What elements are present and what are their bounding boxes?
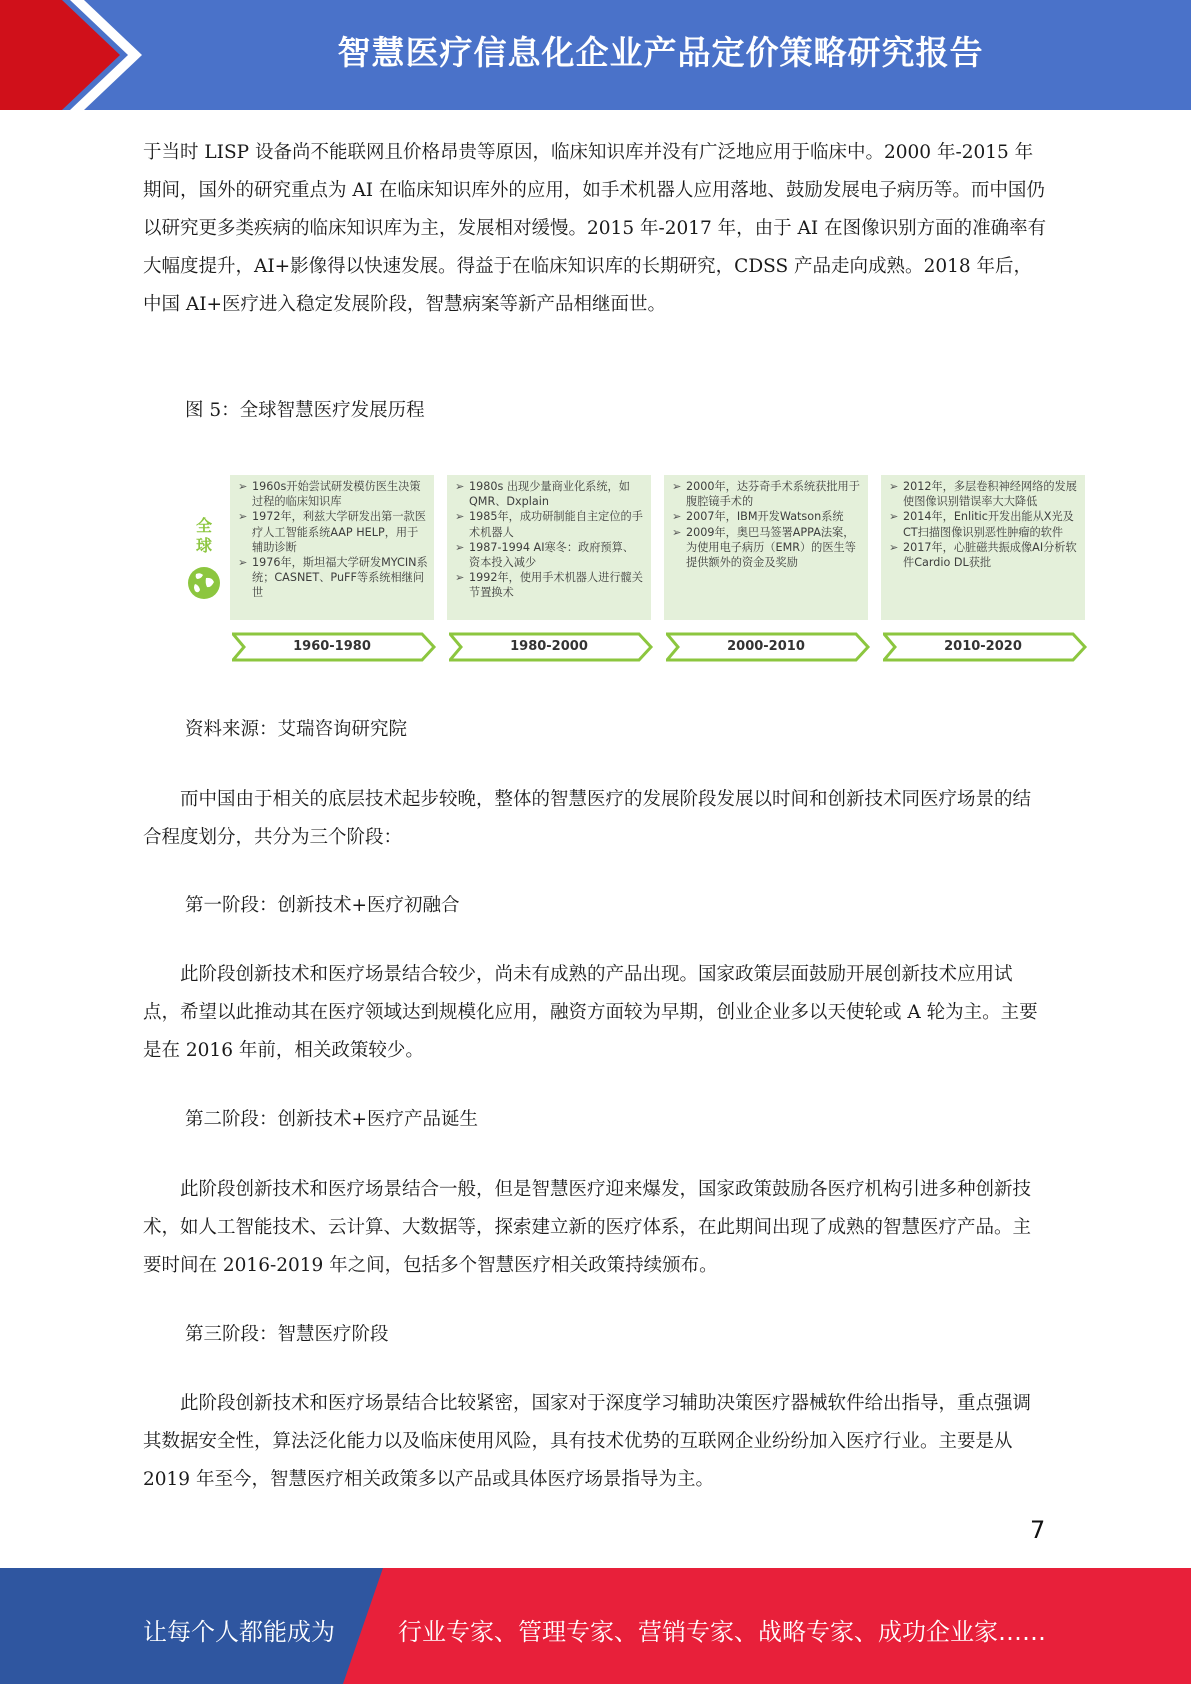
period-label: 1980-2000 — [510, 639, 588, 654]
bullet-text: 1960s开始尝试研发模仿医生决策过程的临床知识库 — [252, 480, 421, 509]
list-item — [238, 509, 428, 555]
list-item — [455, 479, 645, 509]
bullet-text: 2009年，奥巴马签署APPA法案，为使用电子病历（EMR）的医生等提供额外的资金及奖励 — [686, 525, 856, 570]
bullet-text: 2014年，Enlitic开发出能从X光及CT扫描图像识别恶性肿瘤的软件 — [903, 510, 1074, 539]
bullet-text: 1985年，成功研制能自主定位的手术机器人 — [469, 510, 643, 539]
global-label-char: 球 — [195, 536, 212, 555]
list-item — [672, 525, 862, 571]
footer-slogan-right: 行业专家、管理专家、营销专家、战略专家、成功企业家…… — [398, 1618, 1046, 1646]
bullet-arrow-icon: ➢ — [889, 480, 899, 493]
period-box-1960-1980 — [230, 475, 434, 620]
period-label: 2000-2010 — [727, 639, 805, 654]
header-arrow-decoration — [0, 0, 160, 110]
global-side-label — [189, 516, 219, 556]
period-box-2010-2020 — [881, 475, 1085, 620]
stage2-heading: 第二阶段：创新技术+医疗产品诞生 — [185, 1109, 479, 1130]
global-label-char: 全 — [195, 516, 212, 535]
list-item — [455, 509, 645, 539]
stages-intro-paragraph: 而中国由于相关的底层技术起步较晚，整体的智慧医疗的发展阶段发展以时间和创新技术同医疗场景的结合程度划分，共分为三个阶段： — [143, 789, 1032, 848]
list-item — [889, 479, 1079, 509]
list-item — [672, 509, 862, 524]
list-item — [455, 570, 645, 600]
list-item — [455, 540, 645, 570]
bullet-text: 2007年，IBM开发Watson系统 — [686, 510, 844, 524]
bullet-text: 1972年，利兹大学研发出第一款医疗人工智能系统AAP HELP，用于辅助诊断 — [252, 510, 426, 554]
bullet-arrow-icon: ➢ — [672, 525, 682, 539]
figure-caption: 图 5：全球智慧医疗发展历程 — [185, 400, 425, 421]
globe-icon — [187, 566, 221, 600]
figure-source: 资料来源：艾瑞咨询研究院 — [185, 719, 408, 740]
bullet-arrow-icon: ➢ — [455, 480, 465, 493]
global-timeline-figure — [185, 470, 1085, 670]
bullet-arrow-icon: ➢ — [238, 480, 248, 493]
stage2-paragraph: 此阶段创新技术和医疗场景结合一般，但是智慧医疗迎来爆发，国家政策鼓励各医疗机构引进多种创新技术，如人工智能技术、云计算、大数据等，探索建立新的医疗体系，在此期间出现了成熟的智慧医疗产品。主要时间在 2016-2019 年之间，包括多个智慧医疗相关政策持续颁布。 — [143, 1179, 1032, 1276]
report-title: 智慧医疗信息化企业产品定价策略研究报告 — [337, 33, 984, 72]
list-item — [672, 479, 862, 509]
bullet-arrow-icon: ➢ — [672, 480, 682, 493]
period-box-1980-2000 — [447, 475, 651, 620]
bullet-text: 1980s 出现少量商业化系统，如QMR、Dxplain — [469, 480, 630, 509]
bullet-text: 1976年，斯坦福大学研发MYCIN系统；CASNET、PuFF等系统相继问世 — [252, 556, 428, 600]
stage1-paragraph: 此阶段创新技术和医疗场景结合较少，尚未有成熟的产品出现。国家政策层面鼓励开展创新技术应用试点，希望以此推动其在医疗领域达到规模化应用，融资方面较为早期，创业企业多以天使轮或 A 轮为主。主要是在 2016 年前，相关政策较少。 — [143, 964, 1038, 1061]
bullet-arrow-icon: ➢ — [889, 510, 899, 524]
bullet-text: 2000年，达芬奇手术系统获批用于腹腔镜手术的 — [686, 480, 860, 509]
list-item — [238, 555, 428, 601]
bullet-arrow-icon: ➢ — [238, 510, 248, 524]
list-item — [889, 509, 1079, 539]
period-label: 1960-1980 — [293, 639, 371, 654]
page-footer — [0, 1568, 1191, 1684]
bullet-arrow-icon: ➢ — [238, 556, 248, 570]
bullet-arrow-icon: ➢ — [455, 540, 465, 554]
bullet-arrow-icon: ➢ — [889, 540, 899, 554]
stage3-heading: 第三阶段：智慧医疗阶段 — [185, 1324, 389, 1345]
bullet-arrow-icon: ➢ — [455, 571, 465, 585]
bullet-arrow-icon: ➢ — [455, 510, 465, 524]
intro-paragraph: 于当时 LISP 设备尚不能联网且价格昂贵等原因，临床知识库并没有广泛地应用于临床中。2000 年-2015 年期间，国外的研究重点为 AI 在临床知识库外的应用，如手术机器人应用落地、鼓励发展电子病历等。而中国仍以研究更多类疾病的临床知识库为主，发展相对缓慢。2015 年-2017 年，由于 AI 在图像识别方面的准确率有大幅度提升，AI+影像得以快速发展。得益于在临床知识库的长期研究，CDSS 产品走向成熟。2018 年后，中国 AI+医疗进入稳定发展阶段，智慧病案等新产品相继面世。 — [143, 142, 1047, 315]
page-number: 7 — [1030, 1516, 1046, 1544]
list-item — [889, 540, 1079, 570]
period-label: 2010-2020 — [944, 639, 1022, 654]
bullet-text: 1992年，使用手术机器人进行髋关节置换术 — [469, 571, 643, 600]
footer-slogan-left: 让每个人都能成为 — [143, 1618, 335, 1646]
bullet-text: 1987-1994 AI寒冬：政府预算、资本投入减少 — [469, 540, 634, 570]
bullet-text: 2017年，心脏磁共振成像AI分析软件Cardio DL获批 — [903, 540, 1077, 570]
bullet-text: 2012年，多层卷积神经网络的发展使图像识别错误率大大降低 — [903, 480, 1077, 509]
stage3-paragraph: 此阶段创新技术和医疗场景结合比较紧密，国家对于深度学习辅助决策医疗器械软件给出指导，重点强调其数据安全性，算法泛化能力以及临床使用风险，具有技术优势的互联网企业纷纷加入医疗行业。主要是从 2019 年至今，智慧医疗相关政策多以产品或具体医疗场景指导为主。 — [143, 1393, 1032, 1490]
period-box-2000-2010 — [664, 475, 868, 620]
bullet-arrow-icon: ➢ — [672, 510, 682, 524]
list-item — [238, 479, 428, 509]
stage1-heading: 第一阶段：创新技术+医疗初融合 — [185, 895, 460, 916]
page-header — [0, 0, 1191, 110]
